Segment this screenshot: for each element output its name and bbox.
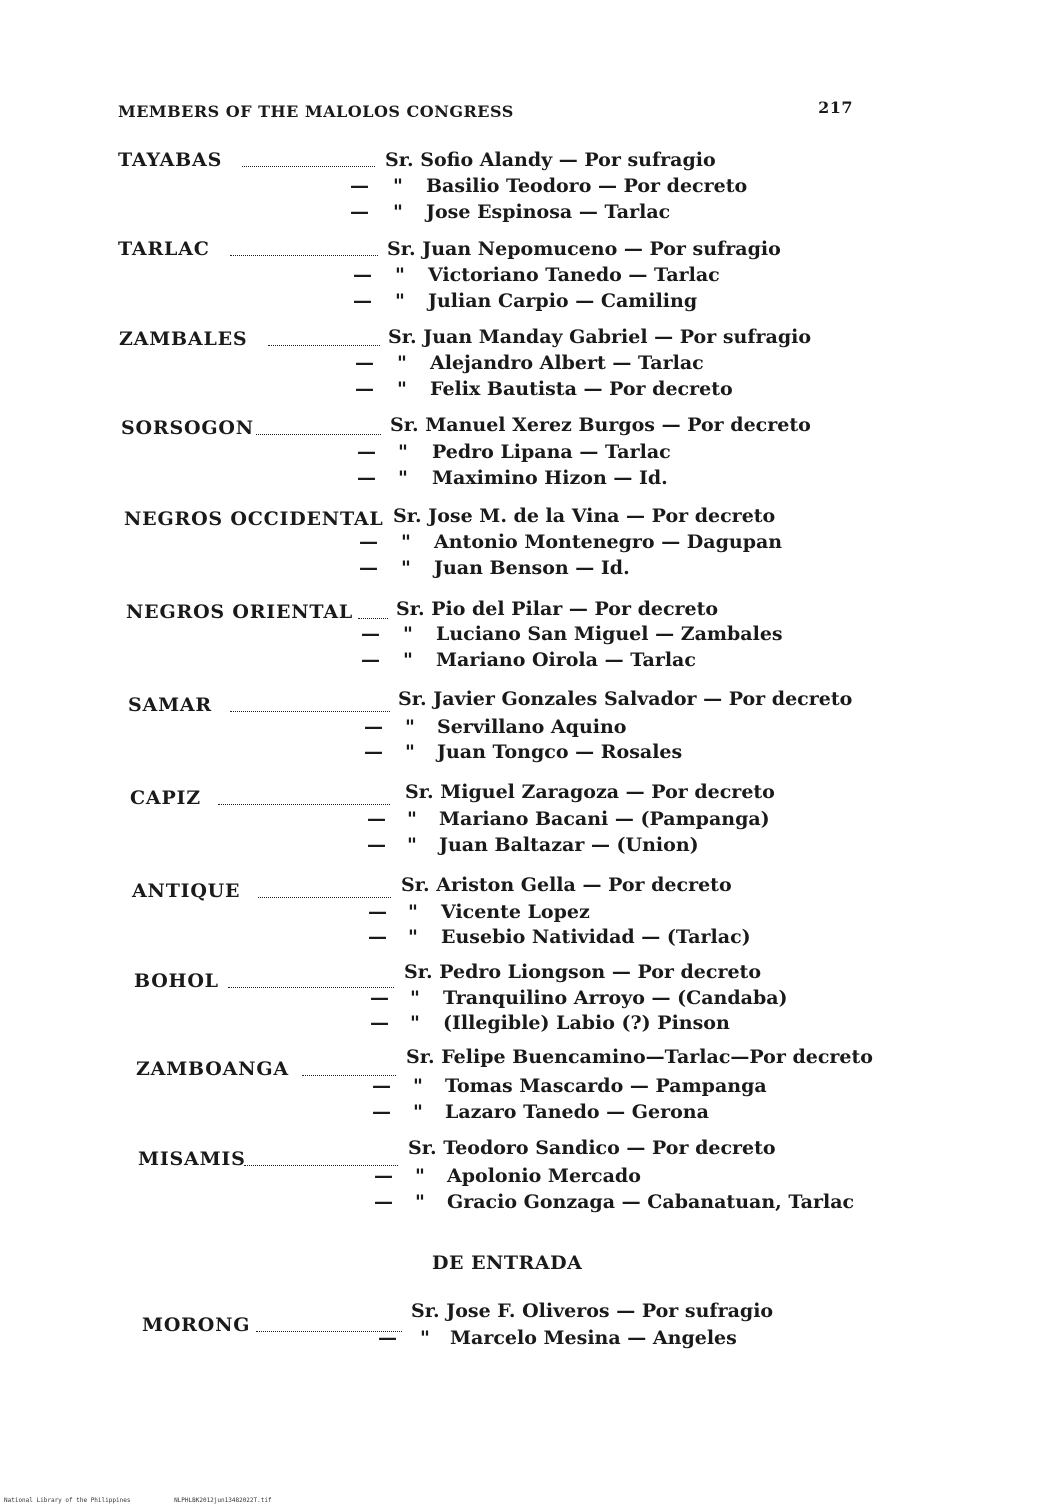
section-heading: DE ENTRADA bbox=[432, 1252, 583, 1274]
member-line: Sr. Pio del Pilar — Por decreto bbox=[396, 598, 719, 620]
province-name: NEGROS ORIENTAL bbox=[126, 601, 354, 623]
dotted-leader bbox=[242, 166, 375, 167]
ditto-mark: " bbox=[397, 378, 407, 400]
member-line: Lazaro Tanedo — Gerona bbox=[445, 1101, 709, 1123]
member-line: Juan Benson — Id. bbox=[434, 557, 630, 579]
ditto-mark: " bbox=[395, 264, 405, 286]
province-name: NEGROS OCCIDENTAL bbox=[124, 508, 384, 530]
ditto-mark: " bbox=[393, 175, 403, 197]
member-line: (Illegible) Labio (?) Pinson bbox=[443, 1012, 730, 1034]
province-name: TARLAC bbox=[118, 238, 210, 260]
member-line: Sr. Jose M. de la Vina — Por decreto bbox=[393, 505, 776, 527]
province-name: TAYABAS bbox=[118, 149, 223, 171]
member-line: Tomas Mascardo — Pampanga bbox=[445, 1075, 767, 1097]
ditto-mark: " bbox=[398, 467, 408, 489]
member-line: Luciano San Miguel — Zambales bbox=[436, 623, 783, 645]
province-name: BOHOL bbox=[134, 970, 219, 992]
dotted-leader bbox=[268, 345, 380, 346]
member-line: Julian Carpio — Camiling bbox=[428, 290, 698, 312]
dash-mark: — bbox=[372, 1101, 391, 1123]
member-line: Sr. Jose F. Oliveros — Por sufragio bbox=[411, 1300, 774, 1322]
member-line: Tranquilino Arroyo — (Candaba) bbox=[443, 987, 788, 1009]
member-line: Sr. Manuel Xerez Burgos — Por decreto bbox=[390, 414, 811, 436]
ditto-mark: " bbox=[401, 531, 411, 553]
dash-mark: — bbox=[361, 623, 380, 645]
dotted-leader bbox=[256, 434, 381, 435]
member-line: Apolonio Mercado bbox=[447, 1165, 641, 1187]
province-name: ZAMBOANGA bbox=[136, 1058, 289, 1080]
dash-mark: — bbox=[374, 1165, 393, 1187]
dash-mark: — bbox=[368, 926, 387, 948]
member-line: Basilio Teodoro — Por decreto bbox=[426, 175, 748, 197]
page-header bbox=[118, 98, 853, 126]
ditto-mark: " bbox=[407, 808, 417, 830]
ditto-mark: " bbox=[398, 441, 408, 463]
ditto-mark: " bbox=[415, 1191, 425, 1213]
member-line: Sr. Pedro Liongson — Por decreto bbox=[404, 961, 762, 983]
member-line: Alejandro Albert — Tarlac bbox=[430, 352, 704, 374]
member-line: Mariano Bacani — (Pampanga) bbox=[439, 808, 770, 830]
dash-mark: — bbox=[367, 808, 386, 830]
province-name: CAPIZ bbox=[130, 787, 201, 809]
member-line: Sr. Javier Gonzales Salvador — Por decreto bbox=[398, 688, 853, 710]
ditto-mark: " bbox=[403, 623, 413, 645]
scan-footer bbox=[4, 1497, 312, 1504]
member-line: Sr. Miguel Zaragoza — Por decreto bbox=[405, 781, 775, 803]
member-line: Juan Tongco — Rosales bbox=[437, 741, 683, 763]
dotted-leader bbox=[218, 804, 390, 805]
province-name: SORSOGON bbox=[121, 417, 254, 439]
ditto-mark: " bbox=[407, 834, 417, 856]
ditto-mark: " bbox=[415, 1165, 425, 1187]
dash-mark: — bbox=[353, 264, 372, 286]
member-line: Servillano Aquino bbox=[437, 716, 627, 738]
member-line: Sr. Felipe Buencamino—Tarlac—Por decreto bbox=[406, 1046, 873, 1068]
ditto-mark: " bbox=[420, 1327, 430, 1349]
ditto-mark: " bbox=[408, 901, 418, 923]
page-number: 217 bbox=[818, 98, 853, 117]
member-line: Sr. Teodoro Sandico — Por decreto bbox=[408, 1137, 776, 1159]
dash-mark: — bbox=[359, 531, 378, 553]
member-line: Gracio Gonzaga — Cabanatuan, Tarlac bbox=[447, 1191, 855, 1213]
footer-file-id: NLPHLBK2012jun13482022T.tif bbox=[174, 1497, 272, 1504]
member-line: Sr. Ariston Gella — Por decreto bbox=[401, 874, 732, 896]
dash-mark: — bbox=[357, 441, 376, 463]
dash-mark: — bbox=[350, 201, 369, 223]
member-line: Maximino Hizon — Id. bbox=[432, 467, 668, 489]
ditto-mark: " bbox=[395, 290, 405, 312]
member-line: Felix Bautista — Por decreto bbox=[430, 378, 733, 400]
ditto-mark: " bbox=[405, 716, 415, 738]
dash-mark: — bbox=[374, 1191, 393, 1213]
dash-mark: — bbox=[378, 1327, 397, 1349]
ditto-mark: " bbox=[413, 1075, 423, 1097]
province-name: ZAMBALES bbox=[119, 328, 248, 350]
ditto-mark: " bbox=[413, 1101, 423, 1123]
dash-mark: — bbox=[370, 987, 389, 1009]
member-line: Sr. Sofio Alandy — Por sufragio bbox=[385, 149, 716, 171]
dash-mark: — bbox=[357, 467, 376, 489]
member-line: Sr. Juan Manday Gabriel — Por sufragio bbox=[388, 326, 812, 348]
ditto-mark: " bbox=[405, 741, 415, 763]
dash-mark: — bbox=[372, 1075, 391, 1097]
province-name: MISAMIS bbox=[138, 1148, 246, 1170]
dash-mark: — bbox=[350, 175, 369, 197]
member-line: Vicente Lopez bbox=[441, 901, 590, 923]
ditto-mark: " bbox=[410, 1012, 420, 1034]
ditto-mark: " bbox=[393, 201, 403, 223]
ditto-mark: " bbox=[408, 926, 418, 948]
member-line: Jose Espinosa — Tarlac bbox=[426, 201, 671, 223]
member-line: Juan Baltazar — (Union) bbox=[439, 834, 699, 856]
ditto-mark: " bbox=[397, 352, 407, 374]
member-line: Marcelo Mesina — Angeles bbox=[450, 1327, 737, 1349]
dash-mark: — bbox=[355, 352, 374, 374]
dotted-leader bbox=[230, 255, 378, 256]
member-line: Pedro Lipana — Tarlac bbox=[432, 441, 671, 463]
dash-mark: — bbox=[353, 290, 372, 312]
footer-source: National Library of the Philippines bbox=[4, 1497, 131, 1504]
dash-mark: — bbox=[367, 834, 386, 856]
dotted-leader bbox=[358, 618, 388, 619]
dash-mark: — bbox=[370, 1012, 389, 1034]
dash-mark: — bbox=[364, 716, 383, 738]
member-line: Antonio Montenegro — Dagupan bbox=[434, 531, 783, 553]
dotted-leader bbox=[230, 711, 390, 712]
province-name: MORONG bbox=[142, 1314, 251, 1336]
dash-mark: — bbox=[364, 741, 383, 763]
member-line: Mariano Oirola — Tarlac bbox=[436, 649, 696, 671]
ditto-mark: " bbox=[401, 557, 411, 579]
dash-mark: — bbox=[368, 901, 387, 923]
member-line: Victoriano Tanedo — Tarlac bbox=[428, 264, 720, 286]
province-name: SAMAR bbox=[128, 694, 213, 716]
dash-mark: — bbox=[359, 557, 378, 579]
province-name: ANTIQUE bbox=[132, 880, 241, 902]
dotted-leader bbox=[258, 897, 391, 898]
member-line: Sr. Juan Nepomuceno — Por sufragio bbox=[387, 238, 781, 260]
member-line: Eusebio Natividad — (Tarlac) bbox=[441, 926, 751, 948]
dash-mark: — bbox=[355, 378, 374, 400]
page-title: MEMBERS OF THE MALOLOS CONGRESS bbox=[118, 102, 514, 121]
dash-mark: — bbox=[361, 649, 380, 671]
ditto-mark: " bbox=[410, 987, 420, 1009]
ditto-mark: " bbox=[403, 649, 413, 671]
